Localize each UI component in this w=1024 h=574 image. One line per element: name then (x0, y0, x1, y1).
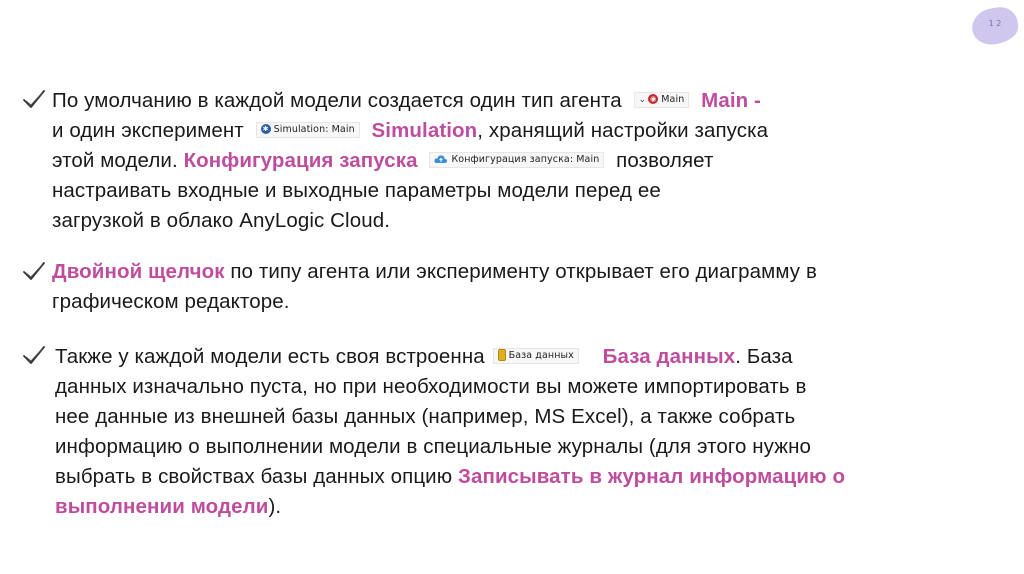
experiment-chip[interactable]: ✱ Simulation: Main (256, 122, 360, 138)
config-chip[interactable]: Конфигурация запуска: Main (429, 152, 604, 168)
bullet-default-model (52, 86, 912, 236)
line-6: выполнении модели). (55, 495, 282, 518)
line-2: графическом редакторе. (52, 290, 290, 313)
line-5: загрузкой в облако AnyLogic Cloud. (52, 209, 390, 232)
database-icon (498, 349, 506, 361)
line-4: информацию о выполнении модели в специальные журналы (для этого нужно (55, 435, 811, 458)
line-3: нее данные из внешней базы данных (например, MS Excel), а также собрать (55, 405, 796, 428)
line-1: Двойной щелчок по типу агента или эксперименту открывает его диаграмму в (52, 260, 817, 283)
cloud-icon (434, 154, 448, 164)
line-1: Также у каждой модели есть своя встроенна База данных База данных. База (55, 345, 793, 368)
bullet-double-click (52, 257, 952, 317)
experiment-icon: ✱ (261, 124, 271, 134)
chevron-down-icon: ⌄ (638, 94, 647, 105)
check-icon (22, 344, 46, 366)
agent-chip[interactable]: ⌄ ◉ Main (634, 92, 690, 108)
line-4: настраивать входные и выходные параметры модели перед ее (52, 179, 661, 202)
line-2: данных изначально пуста, но при необходимости вы можете импортировать в (55, 375, 807, 398)
line-5: выбрать в свойствах базы данных опцию Записывать в журнал информацию о (55, 465, 846, 488)
line-1: По умолчанию в каждой модели создается один тип агента ⌄ ◉ Main Main - (52, 89, 761, 112)
database-chip[interactable]: База данных (493, 348, 579, 364)
check-icon (22, 260, 46, 282)
line-2: и один эксперимент ✱ Simulation: Main Simulation, хранящий настройки запуска (52, 119, 769, 142)
bullet-database (55, 342, 975, 522)
agent-icon: ◉ (650, 95, 657, 104)
check-icon (22, 88, 46, 110)
slide-number: 1 2 (988, 19, 1002, 28)
line-3: этой модели. Конфигурация запуска Конфигурация запуска: Main позволяет (52, 149, 714, 172)
